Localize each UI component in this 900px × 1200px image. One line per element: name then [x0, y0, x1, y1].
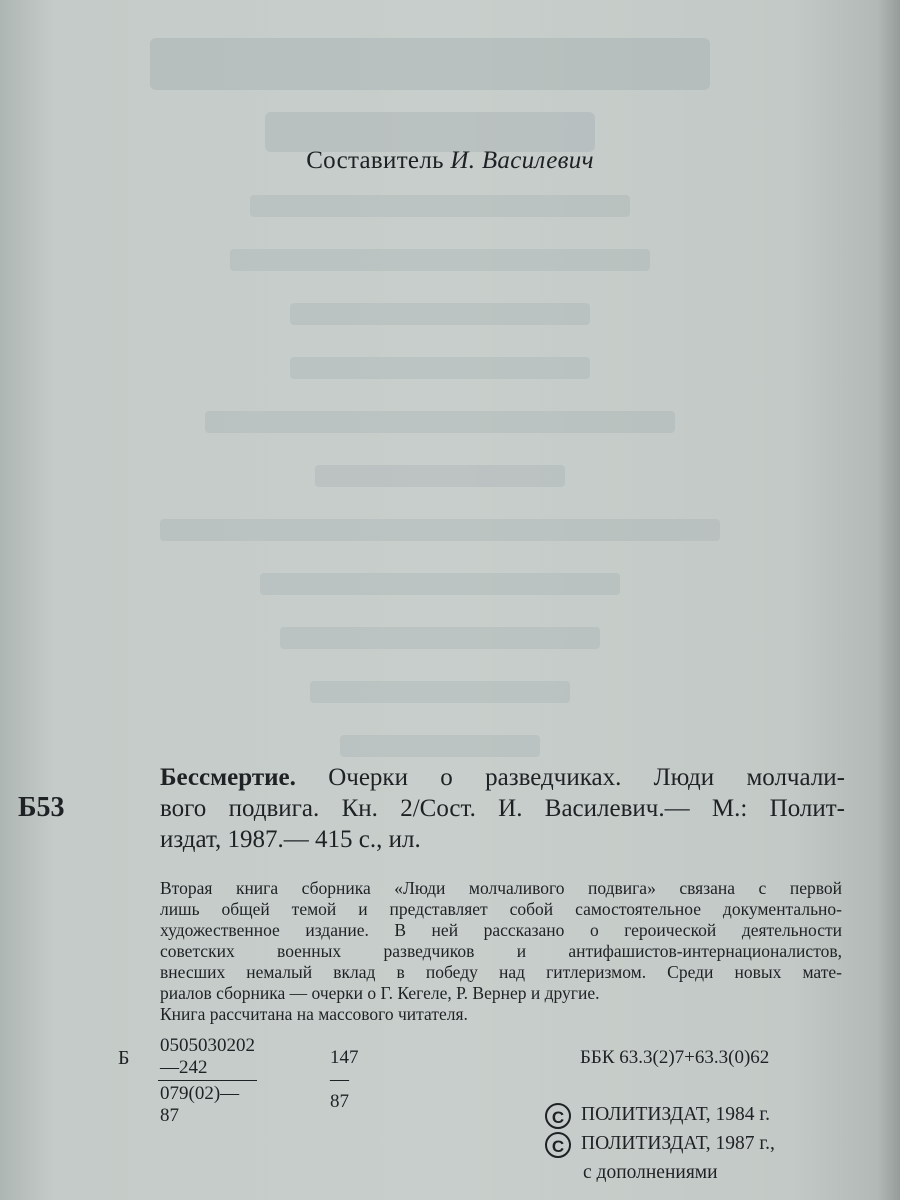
index-code: 147—87: [330, 1047, 359, 1112]
compiler-name: И. Василевич: [450, 147, 594, 174]
annotation-last-line: Книга рассчитана на массового читателя.: [160, 1004, 468, 1024]
show-through-lines: [150, 195, 730, 757]
compiler-label: Составитель: [306, 147, 444, 174]
show-through-bleed: [130, 30, 730, 100]
copyright-text: ПОЛИТИЗДАТ, 1984 г.: [581, 1104, 771, 1125]
copyright-note: с дополнениями: [583, 1162, 718, 1183]
index-denominator: 079(02)—87: [160, 1083, 240, 1126]
biblio-line-2: вого подвига. Кн. 2/Сост. И. Василевич.— М.: Полит-: [160, 795, 845, 822]
biblio-line-1-rest: Очерки о разведчиках. Люди молчали-: [328, 764, 845, 791]
copyright-row: [545, 1129, 775, 1158]
bibliographic-record: [160, 762, 845, 855]
annotation-line: Вторая книга сборника «Люди молчаливого подвига» связана с первой: [160, 878, 842, 898]
bbk-classification: ББК 63.3(2)7+63.3(0)62: [580, 1047, 770, 1068]
biblio-line-3: издат, 1987.— 415 с., ил.: [160, 826, 421, 853]
index-numerator: 0505030202—242: [158, 1035, 257, 1081]
index-fraction: [158, 1035, 257, 1127]
page-edge-shadow: [878, 0, 900, 1200]
annotation: [160, 878, 842, 1025]
copyright-block: [545, 1100, 775, 1187]
annotation-line: советских военных разведчиков и антифашистов-интернационалистов,: [160, 941, 842, 961]
copyright-text: ПОЛИТИЗДАТ, 1987 г.,: [581, 1133, 775, 1154]
catalog-code: Б53: [18, 792, 65, 823]
annotation-line: риалов сборника — очерки о Г. Кегеле, Р. Вернер и другие.: [160, 983, 600, 1003]
annotation-line: внесших немалый вклад в победу над гитлеризмом. Среди новых мате-: [160, 962, 842, 982]
annotation-line: лишь общей темой и представляет собой самостоятельное документально-: [160, 899, 842, 919]
index-letter: Б: [118, 1047, 130, 1069]
compiler-line: [0, 147, 900, 175]
copyright-icon: C: [545, 1132, 571, 1158]
annotation-line: художественное издание. В ней рассказано о героической деятельности: [160, 920, 842, 940]
biblio-line-1: [160, 762, 845, 793]
copyright-icon: C: [545, 1103, 571, 1129]
copyright-row: [545, 1100, 775, 1129]
book-title: Бессмертие.: [160, 764, 296, 791]
